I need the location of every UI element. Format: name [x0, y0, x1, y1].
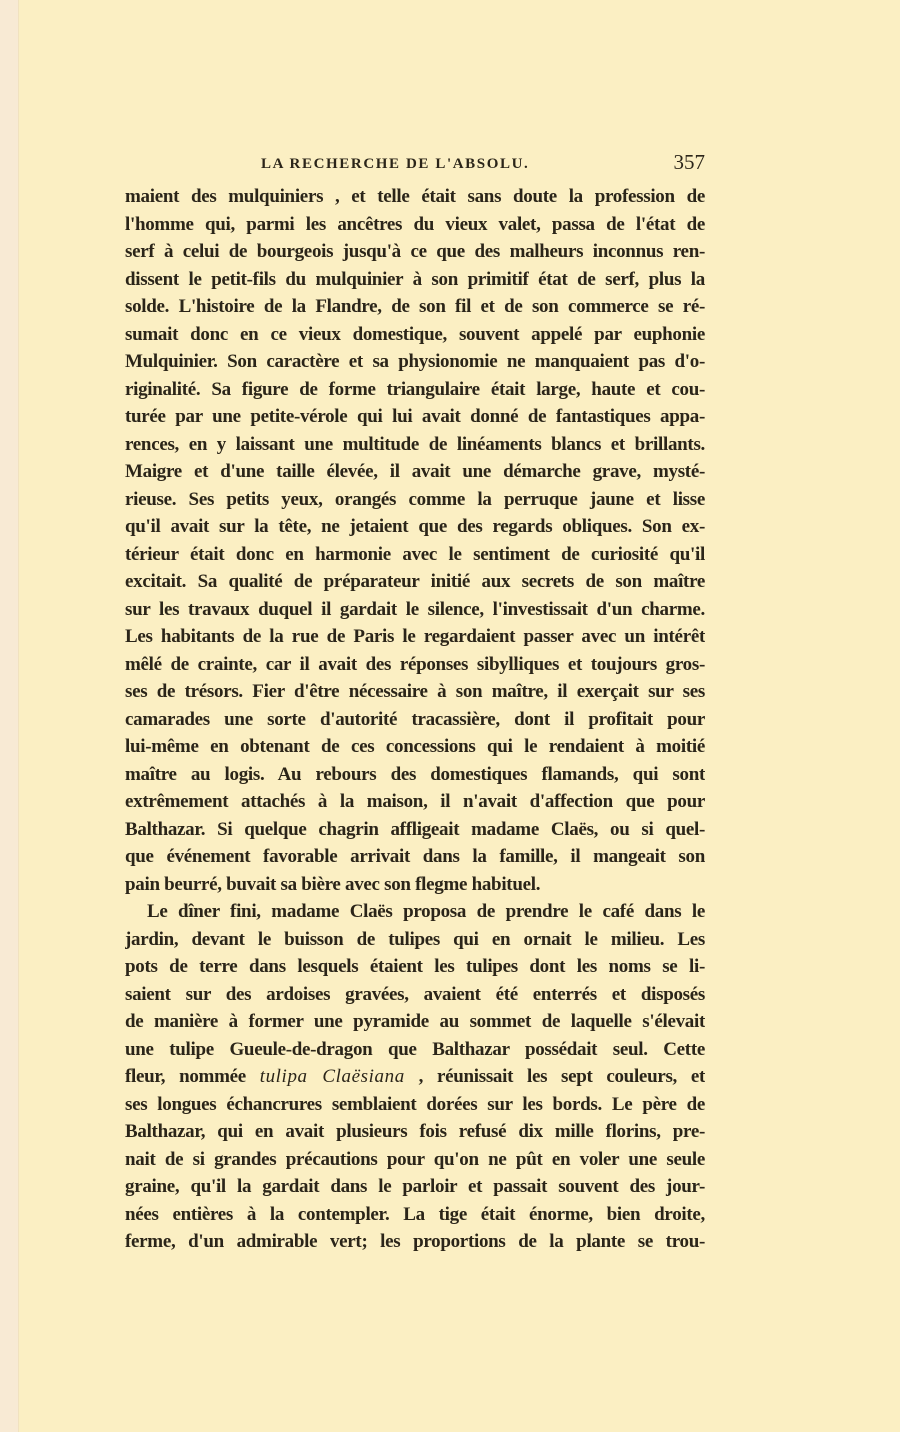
text-line: excitait. Sa qualité de préparateur initié aux secrets de son maître: [125, 571, 705, 592]
text-line: maient des mulquiniers , et telle était sans doute la profession de: [125, 186, 705, 207]
text-line: nées entières à la contempler. La tige était énorme, bien droite,: [125, 1203, 705, 1225]
text-line: extrêmement attachés à la maison, il n'avait d'affection que pour: [125, 791, 705, 812]
italic-species-name: tulipa Claësiana: [259, 1066, 405, 1087]
text-line: Les habitants de la rue de Paris le regardaient passer avec un intérêt: [125, 626, 705, 647]
text-line: ferme, d'un admirable vert; les proportions de la plante se trou-: [125, 1231, 705, 1252]
page-edge: [0, 0, 19, 1432]
text-line: jardin, devant le buisson de tulipes qui en ornait le milieu. Les: [125, 928, 705, 950]
text-line: Balthazar, qui en avait plusieurs fois refusé dix mille florins, pre-: [125, 1121, 705, 1142]
text-line: turée par une petite-vérole qui lui avait donné de fantastiques appa-: [125, 406, 705, 427]
text-line: ses longues échancrures semblaient dorées sur les bords. Le père de: [125, 1093, 705, 1115]
text-line-with-italic: [125, 1063, 705, 1091]
text-line: Maigre et d'une taille élevée, il avait une démarche grave, mysté-: [125, 461, 705, 482]
text-line: saient sur des ardoises gravées, avaient été enterrés et disposés: [125, 983, 705, 1005]
text-line: graine, qu'il la gardait dans le parloir et passait souvent des jour-: [125, 1176, 705, 1197]
text-line: pots de terre dans lesquels étaient les tulipes dont les noms se li-: [125, 956, 705, 977]
text-line: sumait donc en ce vieux domestique, souvent appelé par euphonie: [125, 323, 705, 345]
text-line: que événement favorable arrivait dans la famille, il mangeait son: [125, 846, 705, 867]
text-line: de manière à former une pyramide au sommet de laquelle s'élevait: [125, 1011, 705, 1032]
text-line: nait de si grandes précautions pour qu'on ne pût en voler une seule: [125, 1148, 705, 1170]
text-line: maître au logis. Au rebours des domestiques flamands, qui sont: [125, 763, 705, 785]
text-line: une tulipe Gueule-de-dragon que Balthazar possédait seul. Cette: [125, 1038, 705, 1060]
text-line: dissent le petit-fils du mulquinier à son primitif état de serf, plus la: [125, 268, 705, 290]
text-line: rences, en y laissant une multitude de linéaments blancs et brillants.: [125, 433, 705, 455]
text-line: camarades une sorte d'autorité tracassière, dont il profitait pour: [125, 708, 705, 730]
text-line: sur les travaux duquel il gardait le silence, l'investissait d'un charme.: [125, 598, 705, 620]
text-line: solde. L'histoire de la Flandre, de son fil et de son commerce se ré-: [125, 296, 705, 317]
text-line: qu'il avait sur la tête, ne jetaient que des regards obliques. Son ex-: [125, 516, 705, 537]
text-line: serf à celui de bourgeois jusqu'à ce que des malheurs inconnus ren-: [125, 241, 705, 262]
paragraph-end-line: pain beurré, buvait sa bière avec son flegme habituel.: [125, 873, 541, 895]
paragraph-start-line: Le dîner fini, madame Claës proposa de prendre le café dans le: [147, 901, 705, 922]
text-line: térieur était donc en harmonie avec le sentiment de curiosité qu'il: [125, 543, 705, 565]
body-text: [125, 183, 705, 1256]
running-head: [125, 150, 705, 178]
running-head-title: LA RECHERCHE DE L'ABSOLU.: [261, 156, 530, 172]
text-segment: , réunissait les sept couleurs, et: [404, 1066, 705, 1087]
text-line: lui-même en obtenant de ces concessions qui le rendaient à moitié: [125, 736, 705, 757]
text-line: ses de trésors. Fier d'être nécessaire à son maître, il exerçait sur ses: [125, 681, 705, 702]
text-line: Balthazar. Si quelque chagrin affligeait madame Claës, ou si quel-: [125, 818, 705, 840]
text-line: riginalité. Sa figure de forme triangulaire était large, haute et cou-: [125, 378, 705, 400]
text-line: Mulquinier. Son caractère et sa physionomie ne manquaient pas d'o-: [125, 351, 705, 372]
text-line: l'homme qui, parmi les ancêtres du vieux valet, passa de l'état de: [125, 213, 705, 235]
page-number: 357: [673, 150, 705, 174]
text-line: mêlé de crainte, car il avait des réponses sibylliques et toujours gros-: [125, 653, 705, 675]
text-line: rieuse. Ses petits yeux, orangés comme la perruque jaune et lisse: [125, 488, 705, 510]
text-segment: fleur, nommée: [125, 1066, 260, 1087]
